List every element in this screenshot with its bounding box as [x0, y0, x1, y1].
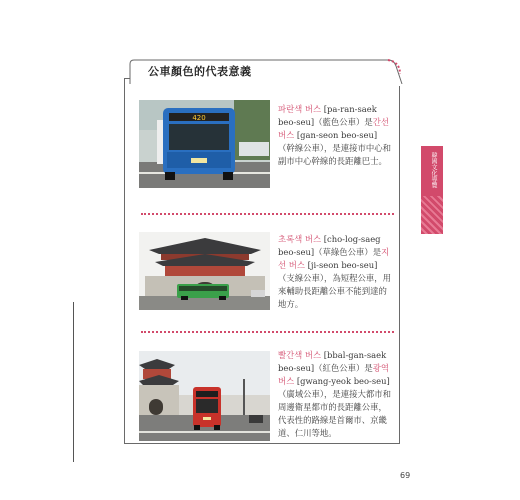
- page-title: 公車顏色的代表意義: [148, 65, 252, 78]
- side-tab-label: 韓國文化導覽: [430, 152, 437, 188]
- korean-term: 초록색 버스: [278, 234, 322, 244]
- description-text: [ji-seon beo-seu]（支線公車），為短程公車，用來輔助長距離公車不能到達的地方。: [278, 260, 392, 309]
- description-text: [cho-log-saeg beo-seu]（草綠色公車）是: [278, 234, 382, 257]
- green-bus-description: [278, 233, 393, 311]
- description-text: [pa-ran-saek beo-seu]（藍色公車）是: [278, 104, 377, 127]
- page-number: 69: [400, 471, 411, 480]
- korean-term: 빨간색 버스: [278, 350, 322, 360]
- korean-term: 간선 버스: [278, 117, 389, 140]
- green-bus-photo: [139, 232, 270, 310]
- description-text: [gan-seon beo-seu]（幹線公車），是連接市中心和副市中心幹線的長距離巴士。: [278, 130, 392, 166]
- korean-term: 지선 버스: [278, 247, 390, 270]
- blue-bus-description: [278, 103, 393, 168]
- red-bus-description: [278, 349, 393, 440]
- section-divider: [141, 213, 394, 215]
- korean-term: 광역버스: [278, 363, 389, 386]
- margin-rule: [73, 302, 74, 462]
- chapter-side-tab: [421, 146, 443, 234]
- description-text: [bbal-gan-saek beo-seu]（紅色公車）是: [278, 350, 387, 373]
- bus-number: 420: [192, 114, 206, 122]
- side-tab-pattern: [421, 196, 443, 234]
- red-bus-photo: [139, 351, 270, 441]
- blue-bus-photo: [139, 100, 270, 188]
- section-divider: [141, 331, 394, 333]
- korean-term: 파란색 버스: [278, 104, 322, 114]
- description-text: [gwang-yeok beo-seu]（廣域公車），是連接大都市和周邊衛星都市的長距離公車，代表性的路線是首爾市、京畿道、仁川等地。: [278, 376, 392, 438]
